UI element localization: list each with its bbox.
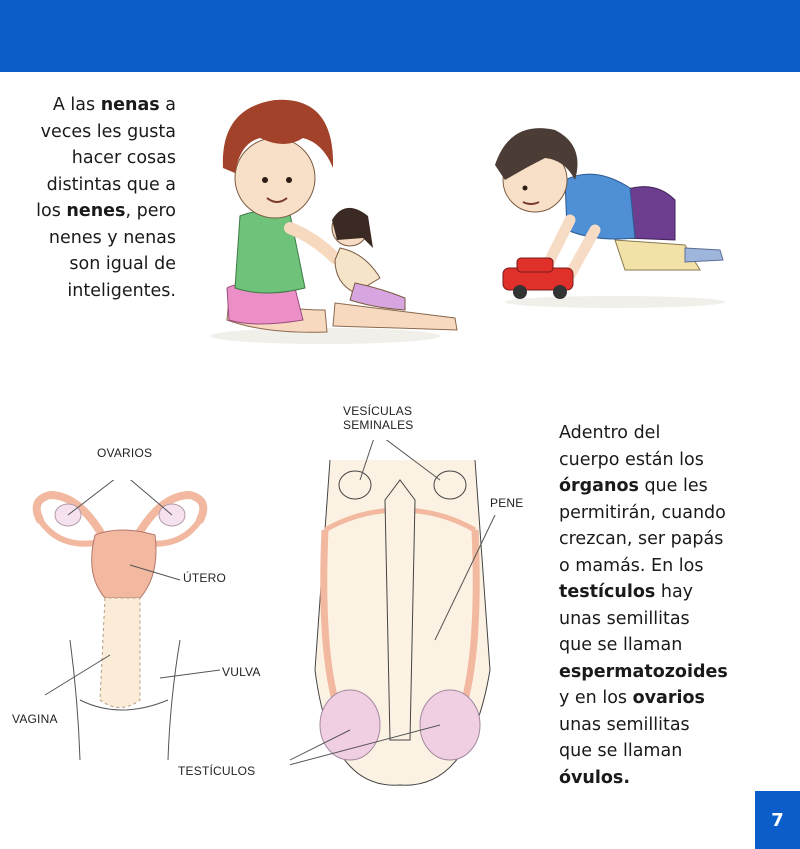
label-vagina: VAGINA (12, 712, 58, 726)
label-ovarios: OVARIOS (97, 446, 153, 460)
boy-with-car-illustration (485, 110, 740, 310)
label-utero: ÚTERO (183, 571, 226, 585)
girl-with-doll-illustration (205, 88, 475, 348)
label-pene: PENE (490, 496, 524, 510)
male-anatomy-diagram (290, 440, 520, 790)
top-color-band (0, 0, 800, 72)
label-vesiculas: VESÍCULAS SEMINALES (343, 404, 414, 432)
label-vulva: VULVA (222, 665, 261, 679)
female-anatomy-diagram (20, 480, 220, 770)
body-paragraph: Adentro del cuerpo están los órganos que les permitirán, cuando crezcan, ser papás o mamás. En los testículos hay unas semillitas que se llaman espermatozoides y en los ovarios unas semillitas que se llaman óvulos. (559, 423, 728, 788)
label-testiculos: TESTÍCULOS (178, 764, 256, 778)
intro-paragraph: A las nenas a veces les gusta hacer cosas distintas que a los nenes, pero nenes y nenas son igual de inteligentes. (36, 95, 176, 301)
page-number: 7 (755, 791, 800, 849)
